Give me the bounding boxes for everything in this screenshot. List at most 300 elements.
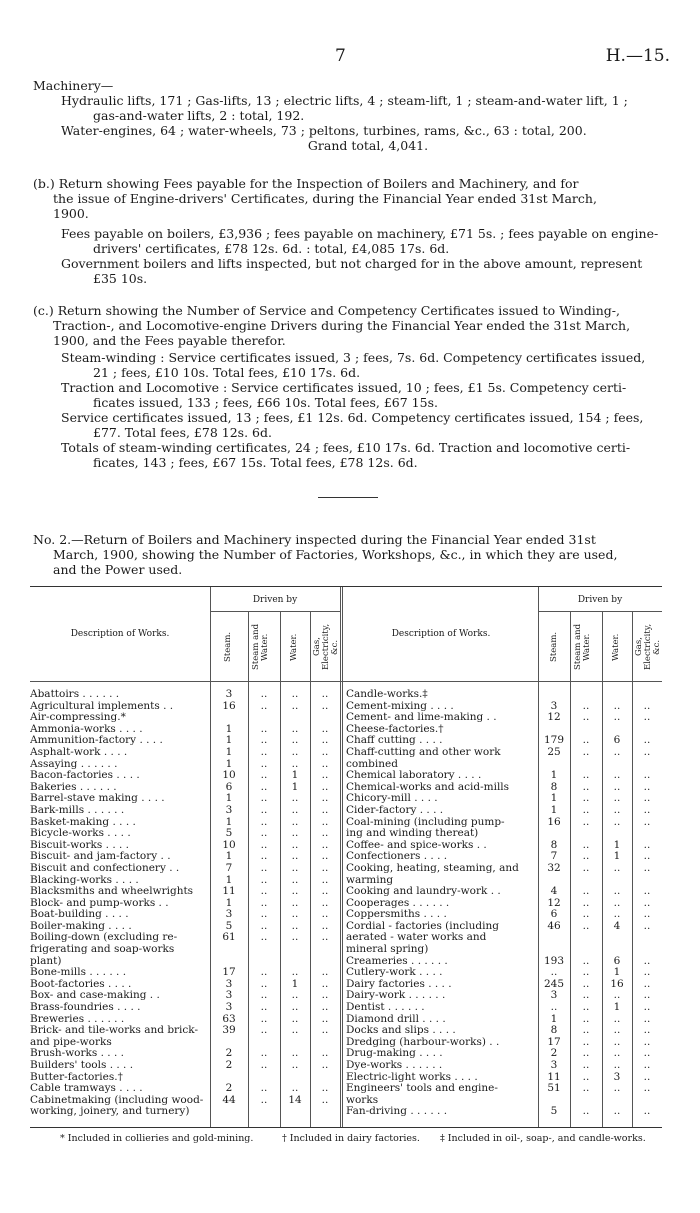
water-value: .. [291,838,299,851]
gas-value: .. [643,850,651,863]
table-row [30,770,340,782]
steam-water-value: .. [260,1012,268,1025]
table-row [30,1025,340,1037]
work-description: Chaff cutting . . . . [346,735,443,747]
table-row [30,886,340,898]
steam-value: 12 [547,896,561,909]
steam-value: 1 [550,792,558,805]
gas-value: .. [321,699,329,712]
work-description: Abattoirs . . . . . . [30,689,120,700]
steam-water-value: .. [582,1082,590,1095]
steam-water-value: .. [260,699,268,712]
steam-water-header-left: Steam and Water. [251,623,270,671]
gas-value: .. [643,1105,651,1118]
steam-water-value: .. [582,815,590,828]
table-row [30,944,340,956]
steam-value: 6 [225,780,233,793]
steam-water-value: .. [260,873,268,886]
steam-water-value: .. [260,1047,268,1060]
gas-value: .. [643,919,651,932]
gas-value: .. [321,1024,329,1037]
work-description: Bacon-factories . . . . [30,770,140,782]
water-value: .. [291,815,299,828]
gas-value: .. [321,780,329,793]
work-description: aerated - water works and [346,932,487,944]
water-value: .. [291,722,299,735]
steam-water-header-right: Steam and Water. [573,623,592,671]
water-value: .. [613,769,621,782]
steam-water-value: .. [582,1105,590,1118]
work-description: Drug-making . . . . [346,1048,443,1060]
steam-water-value: .. [260,1001,268,1014]
gas-value: .. [643,954,651,967]
water-header-right: Water. [611,633,621,661]
water-value: .. [613,711,621,724]
gas-value: .. [321,815,329,828]
steam-value: 8 [550,1024,558,1037]
table-row [30,805,340,817]
steam-water-value: .. [260,931,268,944]
totals: Totals of steam-winding certificates, 24 ; fees, £10 17s. 6d. Traction and locomotive certi- [61,440,631,455]
work-description: warming [346,874,394,886]
table-row [346,944,662,956]
steam-water-value: .. [582,919,590,932]
work-description: Cable tramways . . . . [30,1083,143,1095]
gas-value: .. [321,931,329,944]
section-b-fees-cont: drivers' certificates, £78 12s. 6d. : total, £4,085 17s. 6d. [93,241,450,256]
water-value: .. [291,1047,299,1060]
table-row [346,828,662,840]
steam-value: 1 [225,745,233,758]
steam-water-value: .. [260,919,268,932]
work-description: plant) [30,955,62,967]
steam-value: 3 [225,1001,233,1014]
water-value: 1 [291,769,299,782]
table-row [346,770,662,782]
center-divider [340,587,343,1127]
steam-water-value: .. [582,838,590,851]
work-description: Air-compressing.* [30,712,126,724]
water-value: .. [291,792,299,805]
steam-water-value: .. [260,908,268,921]
table-row [346,921,662,933]
water-value: 6 [613,954,621,967]
steam-value: 32 [547,861,561,874]
steam-header-right: Steam. [549,631,559,663]
steam-value: 1 [225,757,233,770]
table-row [346,805,662,817]
work-description: Biscuit-works . . . . [30,839,130,851]
steam-value: 5 [225,919,233,932]
gas-value: .. [643,780,651,793]
gas-value: .. [321,1093,329,1106]
water-value: .. [291,745,299,758]
gas-value: .. [643,745,651,758]
steam-water-value: .. [582,1070,590,1083]
water-value: 1 [613,838,621,851]
steam-winding-cont: 21 ; fees, £10 10s. Total fees, £10 17s. 6d. [93,365,361,380]
footnote-collieries: * Included in collieries and gold-mining. [60,1133,254,1144]
steam-water-value: .. [260,722,268,735]
table-row [346,932,662,944]
steam-water-value: .. [260,815,268,828]
work-description: Ammonia-works . . . . [30,723,143,735]
page-header [0,46,700,68]
steam-value: 10 [222,769,236,782]
gas-header-left: Gas, Electricity, &c. [312,623,340,671]
water-value: .. [291,919,299,932]
section-b-fees: Fees payable on boilers, £3,936 ; fees payable on machinery, £71 5s. ; fees payable on engine- [61,226,659,241]
work-description: Cordial - factories (including [346,920,499,932]
table-row [30,689,340,701]
steam-water-value: .. [582,885,590,898]
water-value: .. [291,827,299,840]
work-description: Block- and pump-works . . [30,897,169,909]
work-description: Agricultural implements . . [30,700,174,712]
section-c-title-1: (c.) Return showing the Number of Service and Competency Certificates issued to Winding-, [33,303,621,318]
work-description: combined [346,758,398,770]
gas-value: .. [643,908,651,921]
no2-title-1: No. 2.—Return of Boilers and Machinery inspected during the Financial Year ended 31st [33,532,596,547]
work-description: Cooperages . . . . . . [346,897,450,909]
work-description: Dye-works . . . . . . [346,1060,443,1071]
work-description: Creameries . . . . . . [346,955,448,967]
steam-value: 8 [550,780,558,793]
gas-value: .. [321,757,329,770]
steam-value: 51 [547,1082,561,1095]
gas-value: .. [643,1035,651,1048]
work-description: Dairy factories . . . . [346,978,452,990]
water-value: .. [291,931,299,944]
gas-header-right: Gas, Electricity, &c. [634,623,662,671]
table-row [346,712,662,724]
gas-value: .. [643,1047,651,1060]
water-value: .. [613,908,621,921]
water-value: .. [291,688,299,700]
steam-value: 3 [225,803,233,816]
work-description: Boiler-making . . . . [30,920,132,932]
work-description: Assaying . . . . . . [30,758,118,770]
work-description: Butter-factories.† [30,1071,123,1083]
steam-water-value: .. [260,688,268,700]
work-description: Asphalt-work . . . . [30,746,128,758]
steam-water-value: .. [260,989,268,1002]
footnote-dairy: † Included in dairy factories. [282,1133,420,1144]
steam-value: 1 [225,850,233,863]
work-description: Breweries . . . . . . [30,1013,125,1025]
work-description: and pipe-works [30,1036,112,1048]
work-description: Barrel-stave making . . . . [30,793,165,805]
gas-value: .. [643,1070,651,1083]
steam-water-value: .. [582,1012,590,1025]
header-rule [538,611,662,612]
work-description: Diamond drill . . . . [346,1013,446,1025]
gas-value: .. [643,1024,651,1037]
steam-water-value: .. [582,780,590,793]
work-description: Fan-driving . . . . . . [346,1106,448,1118]
steam-water-value: .. [260,803,268,816]
water-value: .. [291,885,299,898]
gas-value: .. [321,769,329,782]
work-description: Cooking and laundry-work . . [346,886,501,898]
work-description: Candle-works.‡ [346,689,428,700]
steam-water-value: .. [260,757,268,770]
work-description: Chicory-mill . . . . [346,793,438,805]
steam-water-value: .. [582,792,590,805]
gas-value: .. [643,711,651,724]
gas-value: .. [321,919,329,932]
work-description: Boot-factories . . . . [30,978,132,990]
gas-value: .. [643,966,651,979]
steam-water-value: .. [582,1024,590,1037]
steam-value: 6 [550,908,558,921]
section-b-title-1: (b.) Return showing Fees payable for the Inspection of Boilers and Machinery, and for [33,176,579,191]
steam-value: 3 [225,989,233,1002]
table-row [30,747,340,759]
steam-water-value: .. [582,861,590,874]
steam-water-value: .. [260,769,268,782]
no2-title [33,532,663,577]
steam-water-value: .. [582,1035,590,1048]
steam-water-value: .. [582,977,590,990]
steam-value: 1 [225,896,233,909]
water-value: 1 [291,977,299,990]
section-b-title-2: the issue of Engine-drivers' Certificates, during the Financial Year ended 31st March, [53,191,597,206]
gas-value: .. [321,734,329,747]
gas-value: .. [321,1082,329,1095]
water-value: .. [613,861,621,874]
steam-water-value: .. [260,734,268,747]
machinery-section [33,78,663,153]
steam-value: 1 [225,722,233,735]
table-row [346,863,662,875]
gas-value: .. [321,896,329,909]
steam-value: 1 [225,792,233,805]
table-row [346,817,662,829]
steam-value: 179 [543,734,565,747]
driven-by-left: Driven by [252,595,298,605]
steam-water-value: .. [582,1047,590,1060]
water-value: .. [613,885,621,898]
gas-value: .. [321,966,329,979]
steam-water-value: .. [582,745,590,758]
steam-water-value: .. [260,966,268,979]
steam-water-value: .. [582,1001,590,1014]
table-row [346,747,662,759]
gas-value: .. [321,850,329,863]
water-value: .. [613,896,621,909]
header-bottom-rule [30,681,662,682]
work-description: Cement- and lime-making . . [346,712,497,724]
gas-value: .. [321,908,329,921]
water-value: .. [291,861,299,874]
steam-water-value: .. [582,896,590,909]
section-b-government: Government boilers and lifts inspected, but not charged for in the above amount, represent [61,256,643,271]
work-description: ing and winding thereat) [346,828,479,840]
work-description: Electric-light works . . . . [346,1071,478,1083]
service-certificates-cont: £77. Total fees, £78 12s. 6d. [93,425,272,440]
gas-value: .. [321,989,329,1002]
work-description: Chemical-works and acid-mills [346,781,510,793]
steam-value: 1 [550,803,558,816]
steam-water-value: .. [260,850,268,863]
gas-value: .. [321,1001,329,1014]
steam-value: 2 [225,1047,233,1060]
steam-value: 4 [550,885,558,898]
table-row [346,1106,662,1118]
machinery-lifts-cont: gas-and-water lifts, 2 : total, 192. [93,108,305,123]
steam-value: 5 [550,1105,558,1118]
steam-water-value: .. [260,896,268,909]
water-value: .. [291,1024,299,1037]
water-value: 1 [613,850,621,863]
table-row [346,1002,662,1014]
footnote-candle: ‡ Included in oil-, soap-, and candle-works. [440,1133,646,1144]
steam-value: 2 [225,1082,233,1095]
water-value: .. [291,1012,299,1025]
totals-cont: ficates, 143 ; fees, £67 15s. Total fees, £78 12s. 6d. [93,455,418,470]
water-value: 6 [613,734,621,747]
water-value: .. [613,699,621,712]
gas-value: .. [643,815,651,828]
gas-value: .. [643,885,651,898]
work-description: Blacksmiths and wheelwrights [30,886,194,898]
gas-value: .. [321,803,329,816]
steam-value: 1 [225,873,233,886]
work-description: Coppersmiths . . . . [346,909,447,921]
gas-value: .. [321,792,329,805]
water-value: 16 [610,977,624,990]
water-header-left: Water. [289,633,299,661]
water-value: .. [291,803,299,816]
table-row [346,689,662,701]
steam-water-value: .. [582,711,590,724]
steam-water-value: .. [260,792,268,805]
gas-value: .. [321,977,329,990]
work-description: Brick- and tile-works and brick- [30,1025,199,1037]
gas-value: .. [643,1001,651,1014]
water-value: .. [291,1082,299,1095]
work-description: working, joinery, and turnery) [30,1106,190,1118]
water-value: 14 [288,1093,302,1106]
steam-value: 1 [550,769,558,782]
steam-value: 11 [222,885,236,898]
work-description: Cement-mixing . . . . [346,700,454,712]
gas-value: .. [321,1012,329,1025]
work-description: Ammunition-factory . . . . [30,735,163,747]
water-value: .. [613,803,621,816]
work-description: Chemical laboratory . . . . [346,770,482,782]
work-description: Boat-building . . . . [30,909,129,921]
document-reference: H.—15. [605,46,670,66]
steam-value: 7 [550,850,558,863]
water-value: .. [613,1047,621,1060]
work-description: Blacking-works . . . . [30,874,139,886]
gas-value: .. [643,734,651,747]
steam-water-value: .. [260,1024,268,1037]
steam-value: 8 [550,838,558,851]
work-description: Coffee- and spice-works . . [346,839,487,851]
water-value: .. [613,1024,621,1037]
steam-water-value: .. [582,1059,590,1071]
water-value: .. [613,1059,621,1071]
steam-value: 245 [543,977,565,990]
steam-water-value: .. [582,699,590,712]
gas-value: .. [321,838,329,851]
steam-water-value: .. [260,838,268,851]
description-header-left: Description of Works. [70,629,170,639]
steam-value: .. [550,1001,558,1014]
water-value: .. [613,1012,621,1025]
grand-total: Grand total, 4,041. [307,138,429,153]
right-rows [346,689,662,1118]
steam-value: 3 [550,1059,558,1071]
water-value: .. [291,896,299,909]
steam-value: 63 [222,1012,236,1025]
steam-value: 7 [225,861,233,874]
work-description: frigerating and soap-works [30,944,175,956]
table-row [30,1060,340,1072]
table-row [30,932,340,944]
steam-water-value: .. [260,885,268,898]
water-value: 4 [613,919,621,932]
steam-water-value: .. [260,977,268,990]
steam-water-value: .. [582,966,590,979]
work-description: Dredging (harbour-works) . . [346,1036,500,1048]
section-b-title-3: 1900. [53,206,89,221]
gas-value: .. [321,873,329,886]
steam-value: 10 [222,838,236,851]
gas-value: .. [643,699,651,712]
header-rule [210,611,340,612]
water-value: 1 [613,1001,621,1014]
steam-value: 46 [547,919,561,932]
machinery-lifts: Hydraulic lifts, 171 ; Gas-lifts, 13 ; electric lifts, 4 ; steam-lift, 1 ; steam-and-water lift, 1 ; [61,93,628,108]
water-value: .. [613,1105,621,1118]
steam-value: 3 [225,977,233,990]
section-b-government-cont: £35 10s. [93,271,148,286]
steam-value: 61 [222,931,236,944]
water-value: .. [613,792,621,805]
work-description: Cutlery-work . . . . [346,967,443,979]
steam-header-left: Steam. [223,631,233,663]
work-description: Boiling-down (excluding re- [30,932,178,944]
table-row [30,828,340,840]
work-description: Cider-factory . . . . [346,804,444,816]
gas-value: .. [321,885,329,898]
steam-value: 5 [225,827,233,840]
work-description: Confectioners . . . . [346,851,448,863]
work-description: mineral spring) [346,944,429,956]
work-description: Docks and slips . . . . [346,1025,456,1037]
gas-value: .. [321,722,329,735]
steam-value: .. [550,966,558,979]
work-description: Dairy-work . . . . . . [346,990,446,1002]
work-description: Builders' tools . . . . [30,1060,134,1071]
steam-value: 25 [547,745,561,758]
gas-value: .. [643,1012,651,1025]
steam-water-value: .. [260,1082,268,1095]
section-c-title-3: 1900, and the Fees payable therefor. [53,333,286,348]
gas-value: .. [321,745,329,758]
steam-water-value: .. [582,769,590,782]
work-description: Cheese-factories.† [346,723,444,735]
work-description: Coal-mining (including pump- [346,816,505,828]
work-description: Biscuit and confectionery . . [30,862,180,874]
water-value: .. [291,908,299,921]
work-description: Cooking, heating, steaming, and [346,862,519,874]
no2-title-3: and the Power used. [53,562,183,577]
